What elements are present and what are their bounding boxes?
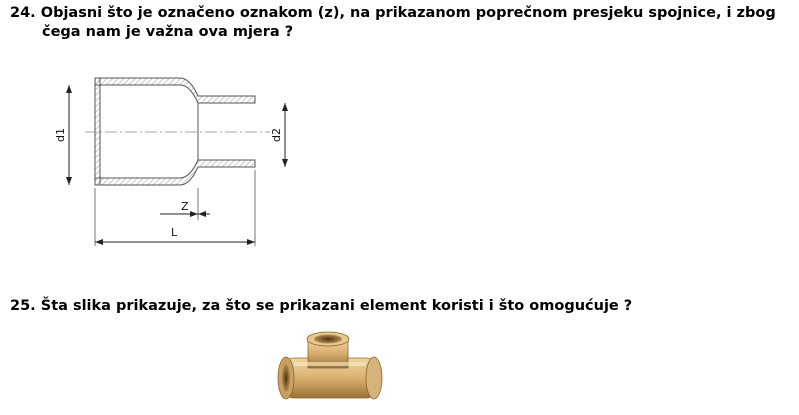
z-label: Z: [181, 200, 189, 213]
question-24-number: 24.: [10, 5, 36, 21]
question-25-number: 25.: [10, 298, 36, 314]
question-24-line-1: [10, 4, 780, 23]
d2-arrow-bottom: [282, 159, 288, 167]
question-25: [10, 297, 780, 316]
d2-label: d2: [270, 128, 283, 142]
reducer-bottom-wall: [95, 160, 255, 185]
d1-arrow-top: [66, 85, 72, 93]
reducer-top-wall: [95, 78, 255, 103]
tee-right-socket: [366, 357, 382, 399]
tee-left-bore: [282, 364, 290, 392]
reducer-left-end: [95, 78, 100, 185]
question-25-line-1: [10, 297, 780, 316]
question-24: [10, 4, 780, 42]
d1-label: d1: [54, 128, 67, 142]
question-25-text: Šta slika prikazuje, za što se prikazani element koristi i što omogućuje ?: [40, 298, 633, 314]
d1-arrow-bottom: [66, 177, 72, 185]
reducer-cross-section-drawing: [40, 60, 300, 260]
l-arrow-right: [247, 239, 255, 245]
tee-branch-bore: [314, 335, 342, 344]
tee-highlight: [294, 362, 366, 366]
d2-arrow-top: [282, 103, 288, 111]
brass-tee-fitting-image: [270, 328, 390, 406]
question-24-text-1: Objasni što je označeno oznakom (z), na prikazanom poprečnom presjeku spojnice, i zbog: [40, 5, 776, 21]
l-label: L: [171, 226, 178, 239]
question-24-text-2: čega nam je važna ova mjera ?: [42, 24, 294, 40]
z-arrow-right: [198, 211, 206, 217]
l-arrow-left: [95, 239, 103, 245]
z-arrow-left: [190, 211, 198, 217]
